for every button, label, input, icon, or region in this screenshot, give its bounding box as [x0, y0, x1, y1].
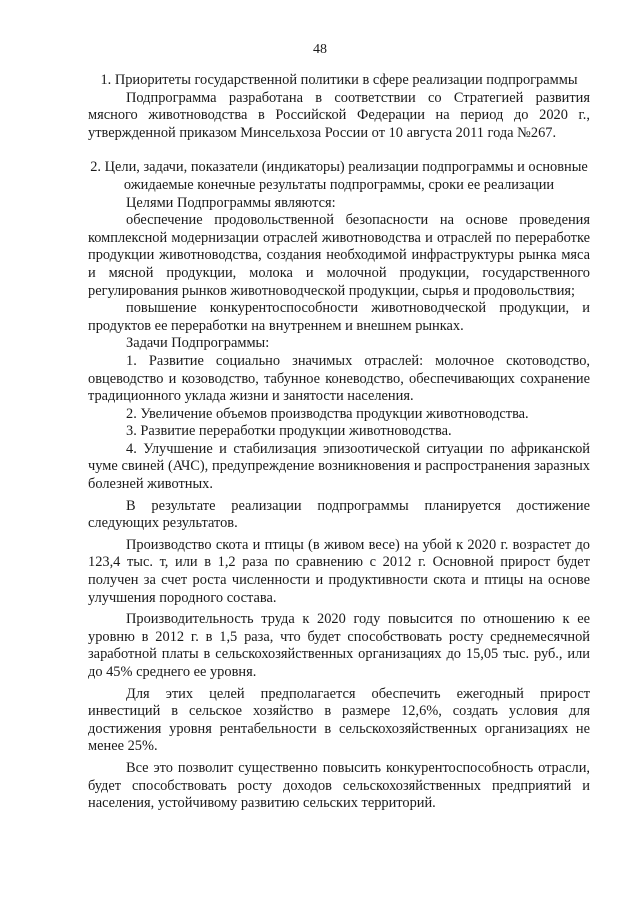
goal-1: обеспечение продовольственной безопасности на основе проведения комплексной модернизации отраслей животноводства и отраслей по переработке продукции животноводства, создания необходимой инфраструктуры рынка мяса и мясной продукции, молока и молочной продукции, государственного регулирования рынков животноводческой продукции, сырья и продовольствия; — [88, 212, 590, 299]
page-number: 48 — [313, 42, 327, 57]
document-body — [88, 72, 590, 813]
task-4: 4. Улучшение и стабилизация эпизоотической ситуации по африканской чуме свиней (АЧС), предупреждение возникновения и распространения заразных болезней животных. — [88, 440, 590, 493]
section-2-heading: 2. Цели, задачи, показатели (индикаторы) реализации подпрограммы и основные ожидаемые конечные результаты подпрограммы, сроки ее реализации — [90, 159, 588, 193]
goals-intro: Целями Подпрограммы являются: — [126, 194, 336, 211]
result-investment: Для этих целей предполагается обеспечить ежегодный прирост инвестиций в сельское хозяйство в размере 12,6%, создать условия для достижения уровня рентабельности в сельскохозяйственных организациях не менее 25%. — [88, 685, 590, 755]
task-1: 1. Развитие социально значимых отраслей: молочное скотоводство, овцеводство и козоводство, табунное коневодство, обеспечивающих сохранение традиционного уклада жизни и занятости населения. — [88, 352, 590, 405]
section-1-paragraph: Подпрограмма разработана в соответствии со Стратегией развития мясного животноводства в Российской Федерации на период до 2020 г., утвержденной приказом Минсельхоза России от 10 августа 2011 года №267. — [88, 89, 590, 141]
goal-2: повышение конкурентоспособности животноводческой продукции, и продуктов ее переработки на внутреннем и внешнем рынках. — [88, 300, 590, 334]
section-1-heading: 1. Приоритеты государственной политики в сфере реализации подпрограммы — [100, 72, 578, 88]
result-livestock: Производство скота и птицы (в живом весе) на убой к 2020 г. возрастет до 123,4 тыс. т, или в 1,2 раза по сравнению с 2012 г. Основной прирост будет получен за счет роста численности и продуктивности скота и птицы на основе улучшения породного состава. — [88, 536, 590, 606]
result-productivity: Производительность труда к 2020 году повысится по отношению к ее уровню в 2012 г. в 1,5 раза, что будет способствовать росту среднемесячной заработной платы в сельскохозяйственных организациях до 15,05 тыс. руб., или до 45% среднего ее уровня. — [88, 611, 590, 680]
result-conclusion: Все это позволит существенно повысить конкурентоспособность отрасли, будет способствовать росту доходов сельскохозяйственных предприятий и населения, устойчивому развитию сельских территорий. — [88, 759, 590, 812]
task-2: 2. Увеличение объемов производства продукции животноводства. — [126, 405, 529, 422]
tasks-intro: Задачи Подпрограммы: — [126, 335, 270, 352]
task-3: 3. Развитие переработки продукции животноводства. — [126, 423, 452, 440]
results-intro: В результате реализации подпрограммы планируется достижение следующих результатов. — [88, 497, 590, 532]
